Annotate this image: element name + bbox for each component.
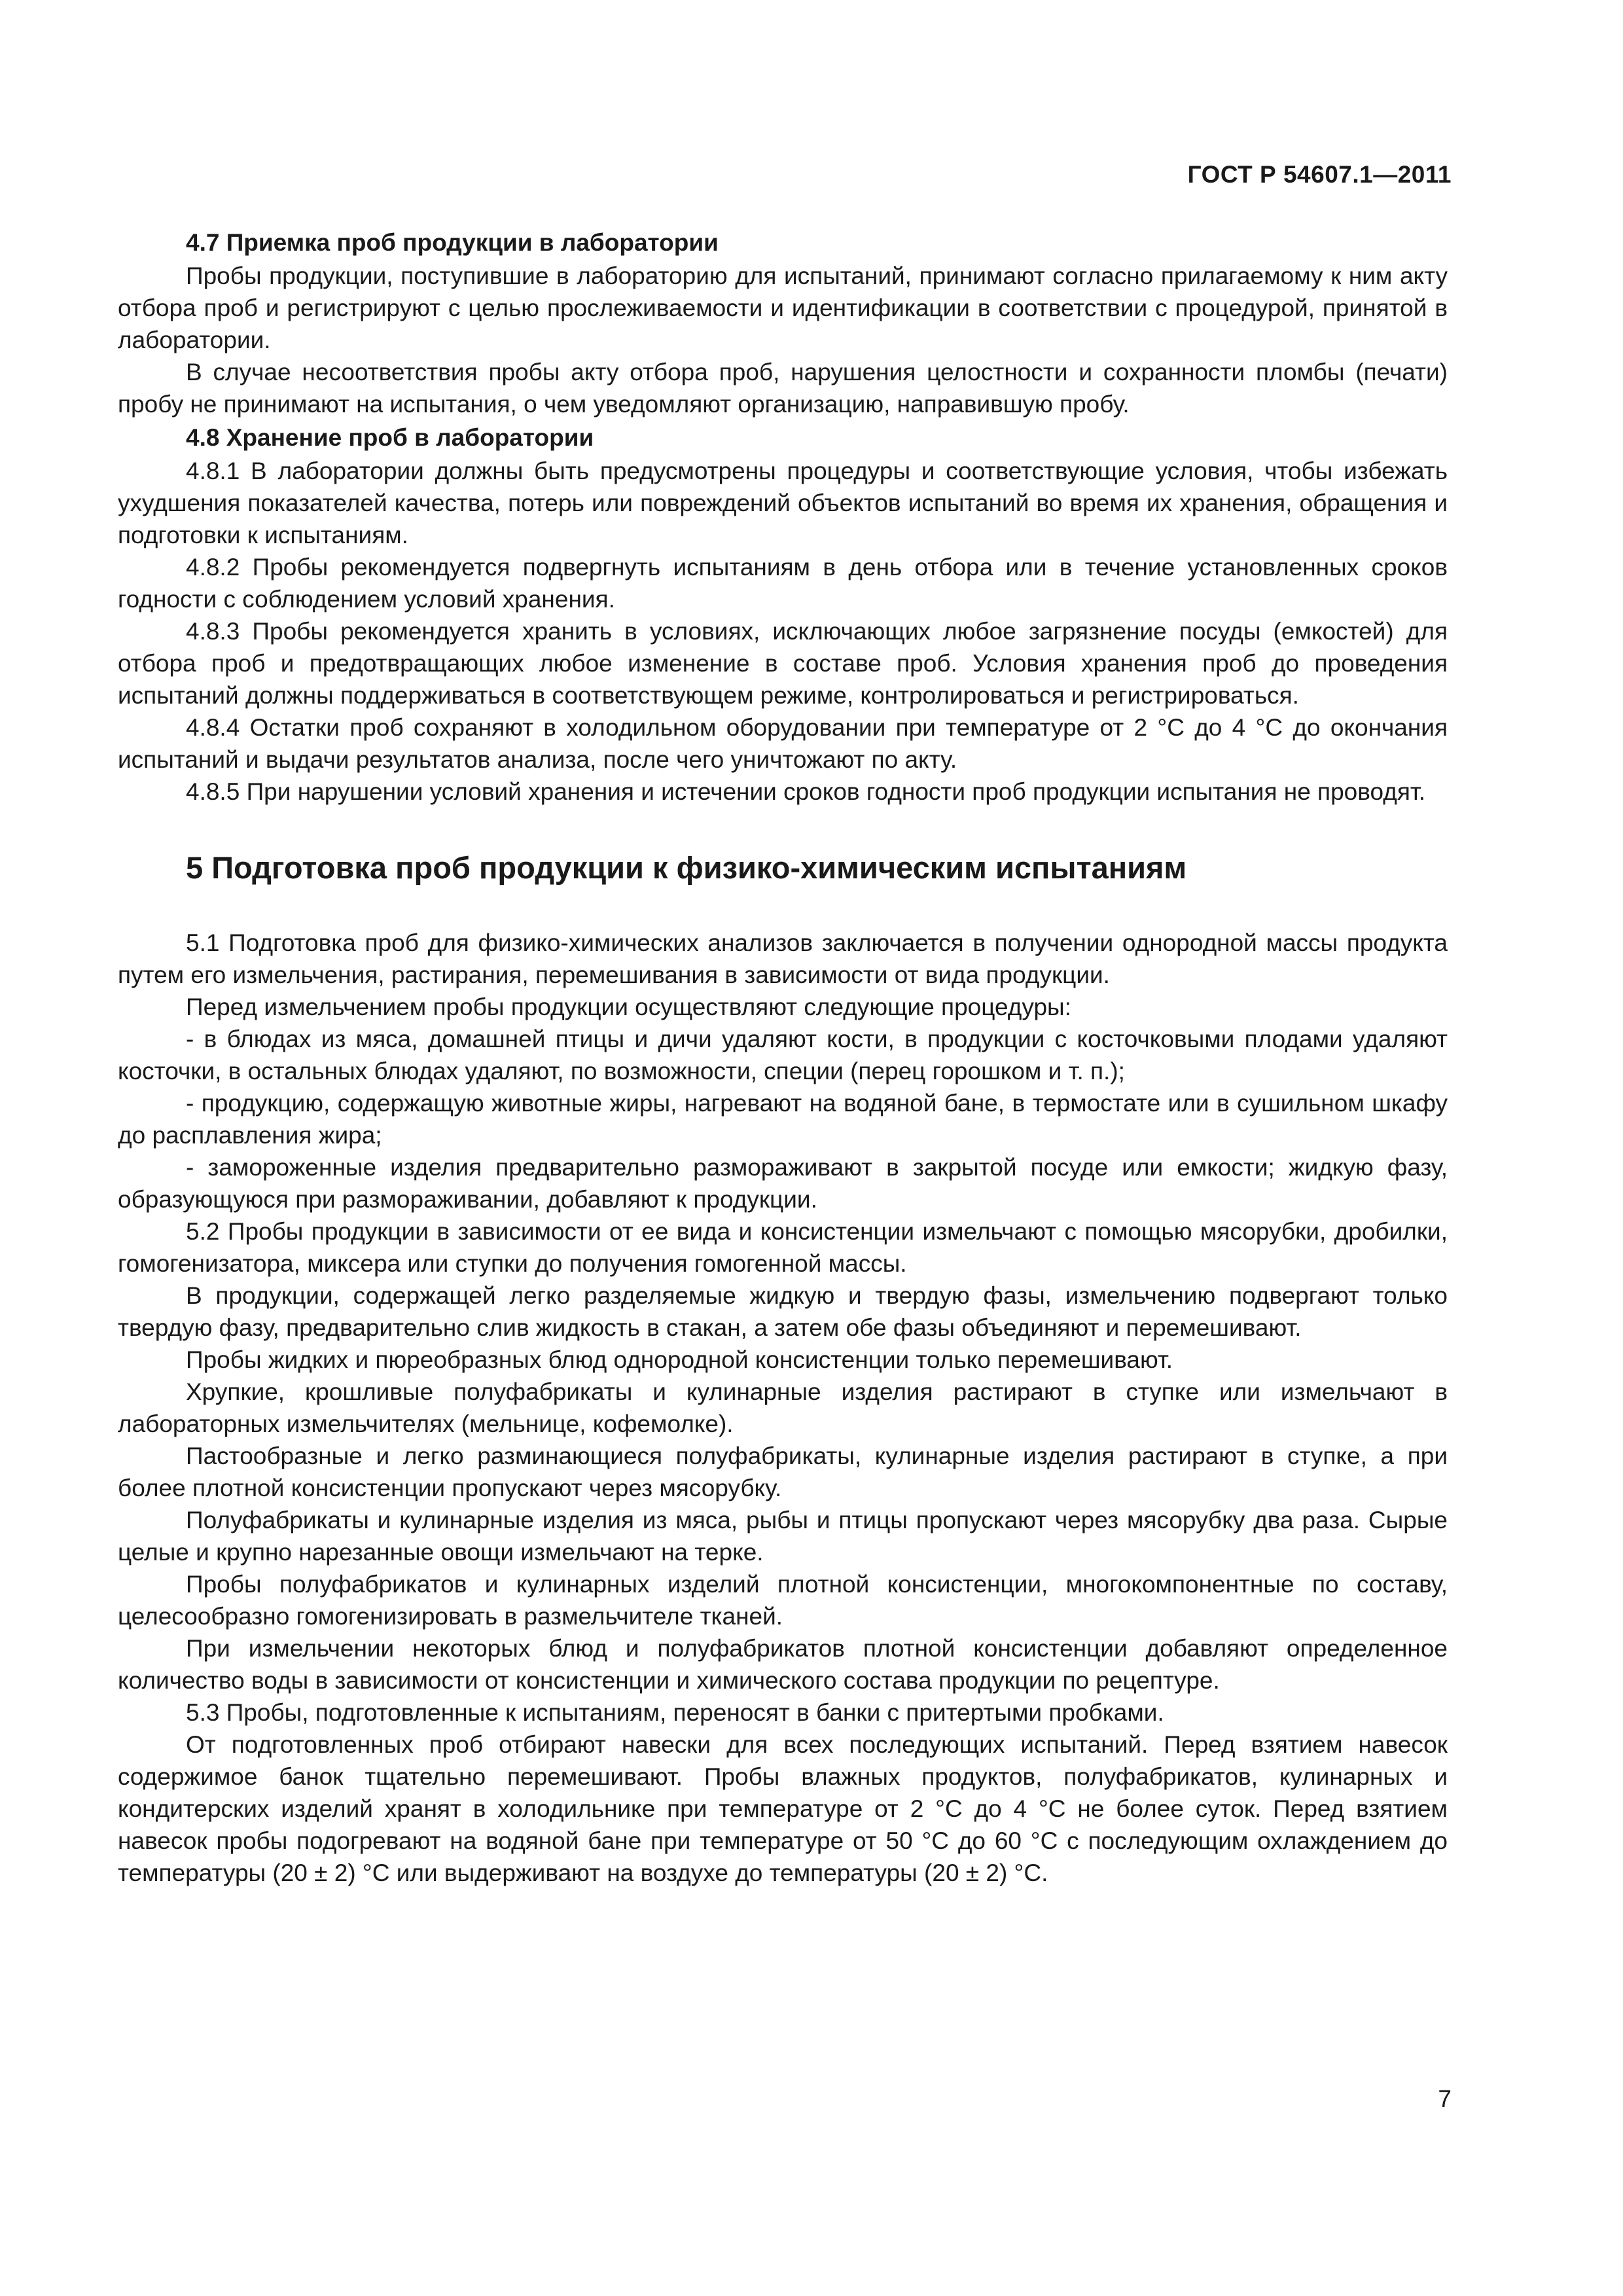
- paragraph: Перед измельчением пробы продукции осуществляют следующие процедуры:: [186, 994, 1071, 1020]
- paragraph: Пробы жидких и пюреобразных блюд однородной консистенции только перемешивают.: [186, 1346, 1173, 1373]
- paragraph: Пробы продукции, поступившие в лабораторию для испытаний, принимают согласно прилагаемому к ним акту отбора проб и регистрируют с целью прослеживаемости и идентификации в соответствии с процедурой, принятой в лаборатории.: [118, 262, 1448, 353]
- paragraph: 4.8.3 Пробы рекомендуется хранить в условиях, исключающих любое загрязнение посуды (емкостей) для отбора проб и предотвращающих любое изменение в составе проб. Условия хранения проб до проведения испытаний должны поддерживаться в соответствующем режиме, контролироваться и регистрироваться.: [118, 618, 1448, 709]
- paragraph: 4.8.1 В лаборатории должны быть предусмотрены процедуры и соответствующие условия, чтобы избежать ухудшения показателей качества, потерь или повреждений объектов испытаний во время их хранения, обращения и подготовки к испытаниям.: [118, 457, 1448, 548]
- section-title-5: 5 Подготовка проб продукции к физико-химическим испытаниям: [186, 850, 1187, 885]
- paragraph: 5.1 Подготовка проб для физико-химических анализов заключается в получении однородной массы продукта путем его измельчения, растирания, перемешивания в зависимости от вида продукции.: [118, 929, 1448, 988]
- paragraph: 4.8.2 Пробы рекомендуется подвергнуть испытаниям в день отбора или в течение установленных сроков годности с соблюдением условий хранения.: [118, 554, 1448, 613]
- list-item: - замороженные изделия предварительно размораживают в закрытой посуде или емкости; жидкую фазу, образующуюся при размораживании, добавляют к продукции.: [118, 1154, 1448, 1213]
- paragraph: В продукции, содержащей легко разделяемые жидкую и твердую фазы, измельчению подвергают только твердую фазу, предварительно слив жидкость в стакан, а затем обе фазы объединяют и перемешивают.: [118, 1282, 1448, 1341]
- paragraph: 4.8.4 Остатки проб сохраняют в холодильном оборудовании при температуре от 2 °С до 4 °С до окончания испытаний и выдачи результатов анализа, после чего уничтожают по акту.: [118, 714, 1448, 773]
- page-number: 7: [1438, 2085, 1452, 2112]
- page-content: [118, 225, 1448, 1889]
- subsection-title-4-7: 4.7 Приемка проб продукции в лаборатории: [186, 229, 719, 256]
- subsection-title-4-8: 4.8 Хранение проб в лаборатории: [186, 424, 594, 451]
- paragraph: От подготовленных проб отбирают навески для всех последующих испытаний. Перед взятием навесок содержимое банок тщательно перемешивают. Пробы влажных продуктов, полуфабрикатов, кулинарных и кондитерских изделий хранят в холодильнике при температуре от 2 °С до 4 °С не более суток. Перед взятием навесок пробы подогревают на водяной бане при температуре от 50 °С до 60 °С с последующим охлаждением до температуры (20 ± 2) °С или выдерживают на воздухе до температуры (20 ± 2) °С.: [118, 1731, 1448, 1886]
- list-item: - в блюдах из мяса, домашней птицы и дичи удаляют кости, в продукции с косточковыми плодами удаляют косточки, в остальных блюдах удаляют, по возможности, специи (перец горошком и т. п.);: [118, 1026, 1448, 1085]
- paragraph: 4.8.5 При нарушении условий хранения и истечении сроков годности проб продукции испытания не проводят.: [186, 778, 1425, 805]
- paragraph: 5.3 Пробы, подготовленные к испытаниям, переносят в банки с притертыми пробками.: [186, 1699, 1164, 1726]
- paragraph: Пастообразные и легко разминающиеся полуфабрикаты, кулинарные изделия растирают в ступке, а при более плотной консистенции пропускают через мясорубку.: [118, 1443, 1448, 1501]
- list-item: - продукцию, содержащую животные жиры, нагревают на водяной бане, в термостате или в сушильном шкафу до расплавления жира;: [118, 1090, 1448, 1149]
- paragraph: В случае несоответствия пробы акту отбора проб, нарушения целостности и сохранности пломбы (печати) пробу не принимают на испытания, о чем уведомляют организацию, направившую пробу.: [118, 359, 1448, 418]
- paragraph: Полуфабрикаты и кулинарные изделия из мяса, рыбы и птицы пропускают через мясорубку два раза. Сырые целые и крупно нарезанные овощи измельчают на терке.: [118, 1507, 1448, 1566]
- paragraph: Пробы полуфабрикатов и кулинарных изделий плотной консистенции, многокомпонентные по составу, целесообразно гомогенизировать в размельчителе тканей.: [118, 1571, 1448, 1630]
- paragraph: 5.2 Пробы продукции в зависимости от ее вида и консистенции измельчают с помощью мясорубки, дробилки, гомогенизатора, миксера или ступки до получения гомогенной массы.: [118, 1218, 1448, 1277]
- paragraph: Хрупкие, крошливые полуфабрикаты и кулинарные изделия растирают в ступке или измельчают в лабораторных измельчителях (мельнице, кофемолке).: [118, 1378, 1448, 1437]
- paragraph: При измельчении некоторых блюд и полуфабрикатов плотной консистенции добавляют определенное количество воды в зависимости от консистенции и химического состава продукции по рецептуре.: [118, 1635, 1448, 1694]
- document-code: ГОСТ Р 54607.1—2011: [1187, 161, 1452, 188]
